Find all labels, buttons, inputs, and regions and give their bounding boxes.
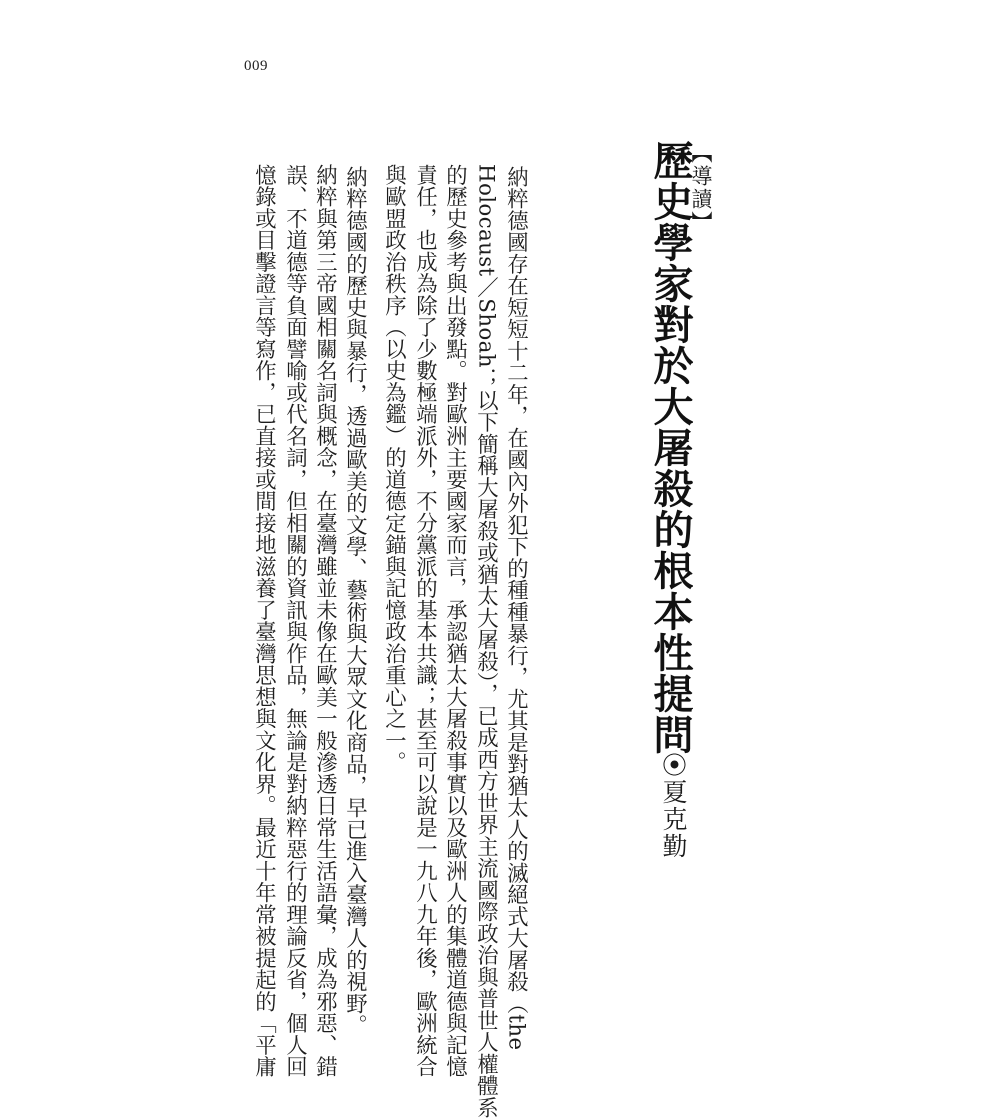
- author-byline: ⦿夏克勤: [659, 752, 688, 861]
- body-line-7: 納粹與第三帝國相關名詞與概念，在臺灣雖並未像在歐美一般滲透日常生活語彙，成為邪惡、錯: [312, 164, 338, 1078]
- page-number: 009: [244, 58, 268, 74]
- body-line-8: 誤、不道德等負面譬喻或代名詞，但相關的資訊與作品，無論是對納粹惡行的理論反省，個人回: [282, 164, 308, 1078]
- section-kicker: 【導讀】: [689, 142, 713, 234]
- body-line-5: 與歐盟政治秩序（以史為鑑）的道德定錨與記憶政治重心之一。: [381, 164, 407, 773]
- chapter-title: 歷史學家對於大屠殺的根本性提問: [647, 140, 694, 755]
- body-line-2: Holocaust／Shoah；以下簡稱大屠殺或猶太大屠殺），已成西方世界主流國際政治與普世人權體系: [473, 164, 499, 1118]
- body-line-6: 納粹德國的歷史與暴行，透過歐美的文學、藝術與大眾文化商品，早已進入臺灣人的視野。: [342, 166, 368, 1036]
- body-line-4: 責任，也成為除了少數極端派外，不分黨派的基本共識；甚至可以說是一九八九年後，歐洲統合: [412, 164, 438, 1078]
- body-line-3: 的歷史參考與出發點。對歐洲主要國家而言，承認猶太大屠殺事實以及歐洲人的集體道德與記憶: [442, 164, 468, 1078]
- body-line-1: 納粹德國存在短短十二年，在國內外犯下的種種暴行，尤其是對猶太人的滅絕式大屠殺（the: [503, 166, 529, 1051]
- body-line-9: 憶錄或目擊證言等寫作，已直接或間接地滋養了臺灣思想與文化界。最近十年常被提起的「平庸: [251, 164, 277, 1078]
